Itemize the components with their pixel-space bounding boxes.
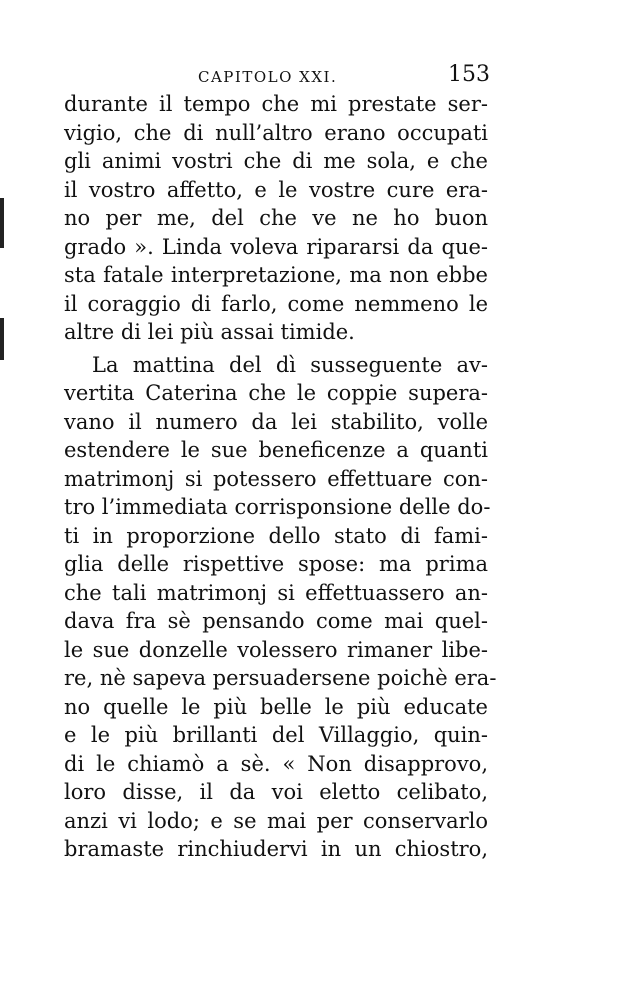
text-line: e le più brillanti del Villaggio, quin- [64,723,488,747]
paragraph [64,90,488,347]
text-line: estendere le sue beneficenze a quanti [64,438,488,462]
text-line: tro l’immediata corrisponsione delle do- [64,495,491,519]
text-line: grado ». Linda voleva ripararsi da que- [64,234,488,259]
text-line: vigio, che di null’altro erano occupati [64,120,488,145]
text-line: che tali matrimonj si effettuassero an- [64,580,488,605]
text-line: loro disse, il da voi eletto celibato, [64,780,488,804]
text-line: La mattina del dì susseguente av- [92,352,488,377]
text-line: sta fatale interpretazione, ma non ebbe [64,263,488,287]
page-edge-shadow [0,198,4,248]
text-line: dava fra sè pensando come mai quel- [64,609,488,633]
body-text [64,90,497,864]
page-header [60,62,490,92]
page-edge-shadow [0,318,4,360]
text-line: glia delle rispettive spose: ma prima [64,552,488,576]
text-line: re, nè sapeva persuadersene poichè era- [64,666,497,690]
text-line: matrimonj si potessero effettuare con- [64,466,488,491]
text-line: vertita Caterina che le coppie supera- [64,381,488,405]
text-line: no quelle le più belle le più educate [64,694,488,719]
text-line: il vostro affetto, e le vostre cure era- [64,177,488,202]
text-line: altre di lei più assai timide. [64,320,355,344]
page-number: 153 [448,62,490,87]
text-line: il coraggio di farlo, come nemmeno le [64,291,488,316]
text-line: bramaste rinchiudervi in un chiostro, [64,837,488,861]
running-head: CAPITOLO XXI. [198,68,338,86]
text-line: ti in proporzione dello stato di fami- [64,523,488,548]
text-line: anzi vi lodo; e se mai per conservarlo [64,808,488,833]
text-line: le sue donzelle volessero rimaner libe- [64,637,488,662]
paragraph [64,351,497,864]
text-line: durante il tempo che mi prestate ser- [64,92,488,116]
text-line: gli animi vostri che di me sola, e che [64,149,488,173]
text-line: no per me, del che ve ne ho buon [64,206,488,230]
text-line: vano il numero da lei stabilito, volle [64,409,488,434]
text-line: di le chiamò a sè. « Non disapprovo, [64,751,488,776]
